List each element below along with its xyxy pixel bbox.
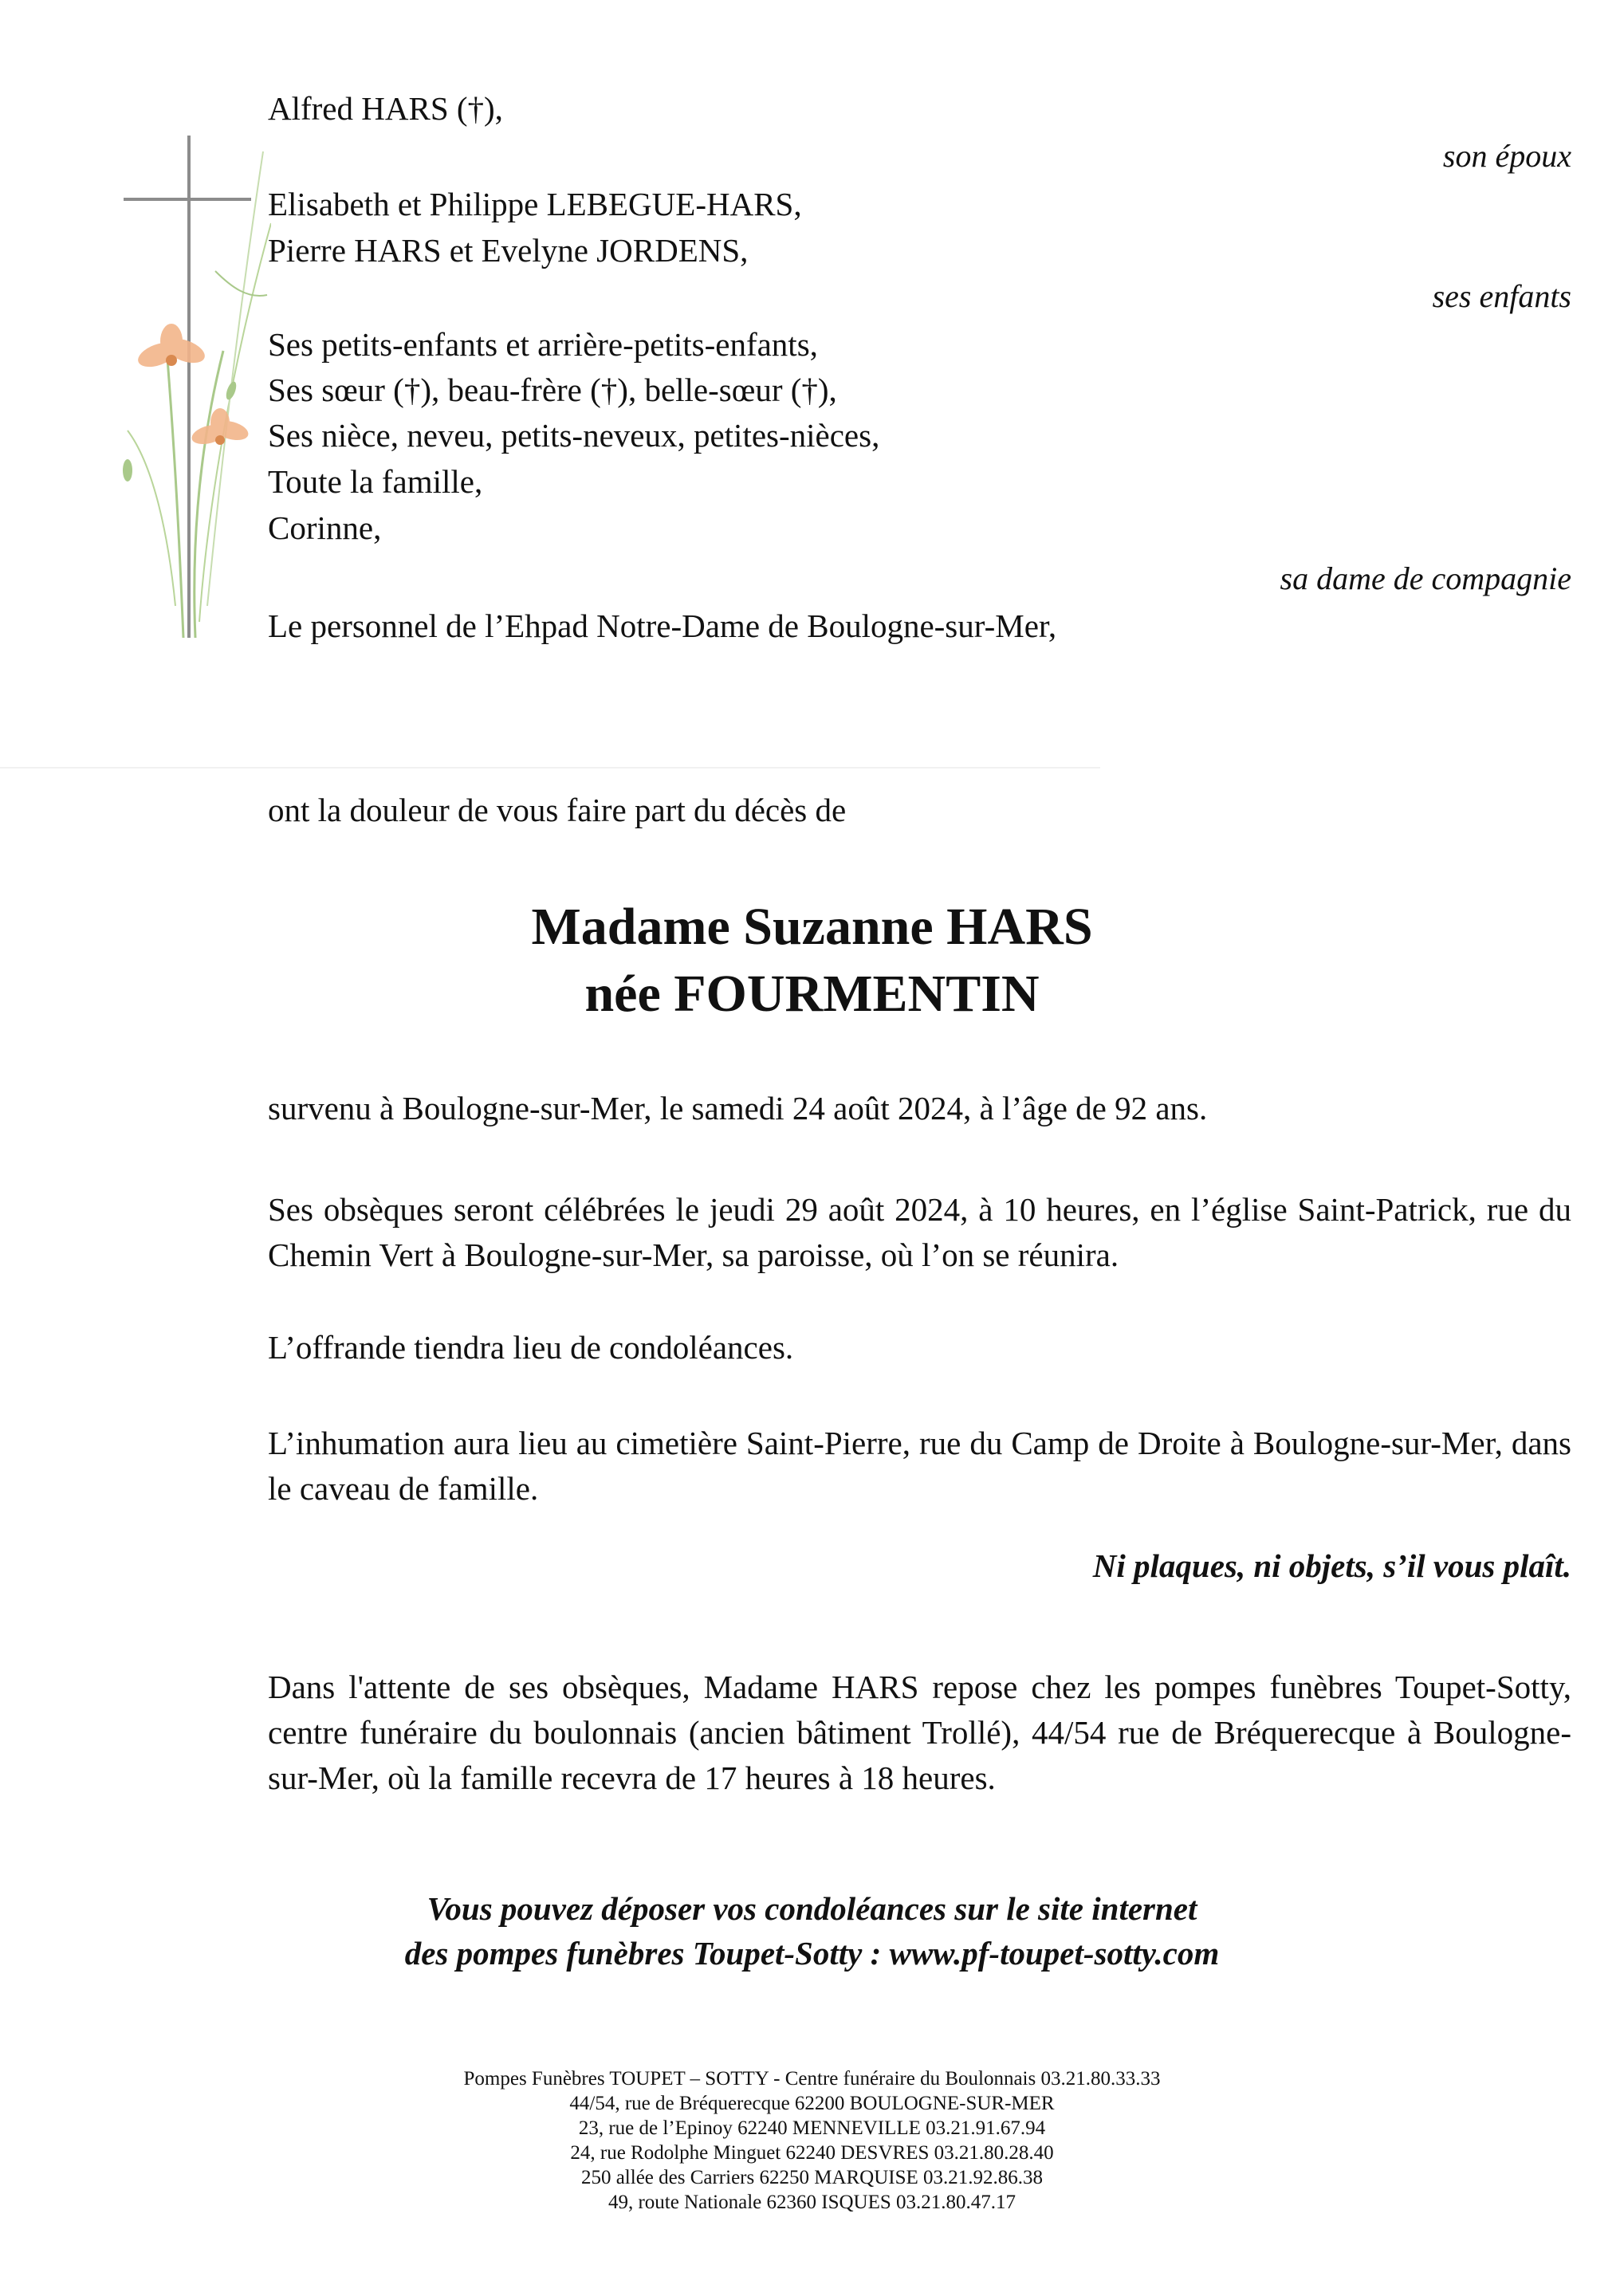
paragraph-rest: Dans l'attente de ses obsèques, Madame HARS repose chez les pompes funèbres Toupet-Sotty, centre funéraire du boulonnais (ancien bâtiment Trollé), 44/54 rue de Bréquerecque à Boulogne-sur-Mer, où la famille recevra de 17 heures à 18 heures. [268,1669,1571,1796]
footer-line: 250 allée des Carriers 62250 MARQUISE 03.21.92.86.38 [580,2167,1044,2188]
footer-line: Pompes Funèbres TOUPET – SOTTY - Centre funéraire du Boulonnais 03.21.80.33.33 [463,2068,1161,2090]
family-children-1: Elisabeth et Philippe LEBEGUE-HARS, [268,186,802,222]
condolences-line-2: des pompes funèbres Toupet-Sotty : www.pf-toupet-sotty.com [404,1935,1220,1972]
paragraph-offering: L’offrande tiendra lieu de condoléances. [268,1329,794,1366]
paragraph-no-plaques: Ni plaques, ni objets, s’il vous plaît. [1092,1547,1571,1584]
family-children-2: Pierre HARS et Evelyne JORDENS, [268,232,749,269]
relation-children: ses enfants [1432,278,1571,314]
announcement: ont la douleur de vous faire part du décès de [268,792,847,828]
deceased-name: Madame Suzanne HARS [531,898,1093,956]
family-all: Toute la famille, [268,463,483,500]
footer-line: 49, route Nationale 62360 ISQUES 03.21.80.47.17 [608,2192,1016,2213]
relation-husband: son époux [1442,138,1571,174]
paragraph-burial: L’inhumation aura lieu au cimetière Saint-Pierre, rue du Camp de Droite à Boulogne-sur-Mer, dans le caveau de famille. [268,1425,1571,1507]
family-husband: Alfred HARS (†), [268,90,503,127]
family-nephews: Ses nièce, neveu, petits-neveux, petites-nièces, [268,417,880,454]
paragraph-funeral: Ses obsèques seront célébrées le jeudi 29 août 2024, à 10 heures, en l’église Saint-Patrick, rue du Chemin Vert à Boulogne-sur-Mer, sa paroisse, où l’on se réunira. [268,1191,1571,1273]
family-grandchildren: Ses petits-enfants et arrière-petits-enfants, [268,326,818,363]
relation-companion: sa dame de compagnie [1280,560,1571,596]
footer-line: 24, rue Rodolphe Minguet 62240 DESVRES 03.21.80.28.40 [570,2142,1054,2164]
family-staff: Le personnel de l’Ehpad Notre-Dame de Boulogne-sur-Mer, [268,607,1057,644]
deceased-maiden-name: née FOURMENTIN [584,965,1040,1023]
family-siblings: Ses sœur (†), beau-frère (†), belle-sœur (†), [268,372,837,408]
family-corinne: Corinne, [268,509,382,546]
cross-with-flowers-icon [120,128,271,670]
faint-separator [0,767,1100,769]
condolences-line-1: Vous pouvez déposer vos condoléances sur le site internet [427,1890,1197,1927]
footer-line: 44/54, rue de Bréquerecque 62200 BOULOGNE-SUR-MER [569,2093,1055,2114]
paragraph-death: survenu à Boulogne-sur-Mer, le samedi 24 août 2024, à l’âge de 92 ans. [268,1090,1208,1126]
footer-line: 23, rue de l’Epinoy 62240 MENNEVILLE 03.21.91.67.94 [578,2117,1046,2139]
